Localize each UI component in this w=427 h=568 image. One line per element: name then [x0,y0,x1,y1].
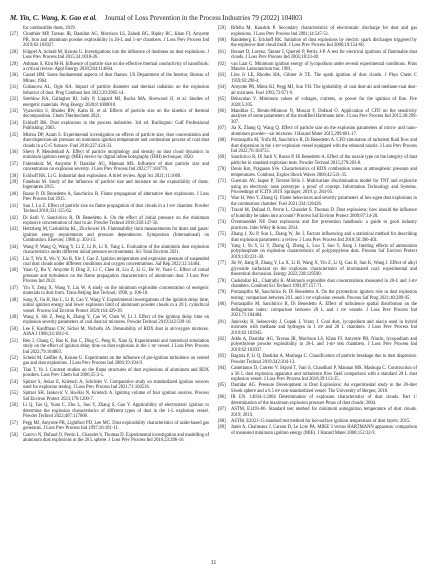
reference-number: [48] [10,297,18,303]
reference-number: [82] [218,336,226,342]
reference-item [10,286,209,297]
reference-text: Eckhoff RK, Li G. Industrial dust explosions. A brief review. Appl Sci 2021;11:1669. [23,173,182,179]
reference-text: Denis Km, Pragasen SVe. Characteristics of RDX combustion zones at atmospheric pressure and temperatures. Combust, Explos Shock Waves 2000;42:521-35. [231,167,417,178]
reference-text: Strehlow RA, Gallagher RJ, Jolly P, Lippard MI, Rocha MA, Sherwood JJ, et al. Studies of energetic materials. Prog Energy 2020;8:1000010. [23,97,209,108]
reference-number: [62] [218,61,226,67]
references-left-column [10,26,209,444]
reference-item [218,155,417,166]
reference-number: [86] [218,395,226,401]
reference-number: [88] [218,418,226,424]
reference-text: Song X, Jiu H, Bai L, Li B, Cao Y, Wang Y. Experimental investigations of the ignition delay time, initial ignition energy and lower explosion limit of aluminum powder clouds in a 20 L cylindrical vessel. Process Saf Environ Protect 2020;164:429-39. [23,297,209,314]
reference-item [218,126,417,137]
reference-text: Dastidar AG. Pressure Development in Dust Explosions: An experimental study in the 20-liter Siwek sphere and a 0.5 m³ non-standardized vessel. The University of Bergen; 2018. [231,383,417,394]
reference-text: Li Q, Tao Q, Yuan C, Zhu L, Sun Y, Zhang S, Gao Y. Applicability of electrostatic ignition to determine the explosion characteristics of different types of dust in the 1-L explosion vessel. Powder Technol 2022;407:117668. [23,403,209,420]
reference-item [218,196,417,207]
reference-number: [77] [218,261,226,267]
reference-item [218,109,417,126]
reference-number: [81] [218,319,226,325]
reference-text: Bonnet D, Lorenz, Tanner J, Querrel P, Petrix J-P. A test for electrical ignitions of flammable dust clouds. J Loss Prev Process Ind 2005;18:33-40. [231,49,417,61]
reference-text: ASTM, E1491-06. Standard test method for minimum autoignition temperature of dust clouds. 2019; 2019. [231,407,417,418]
reference-text: Yuan Q, Bu Y, Amyotte P, Ding Z, Li C, Chen H, Liu Z, Li G, He W, Yuan C. Effect of initial pressure and turbulence on the flame propagation characteristics of aluminum dust. J Loss Prev Process Ind 2022. [23,268,209,285]
reference-text: Amyotte PR, Mintz KJ, Pegg MJ, Sun YH. The ignitability of coal dust-air and methane-coal dust-air mixtures. Fuel 1993;72:671-9. [231,85,417,96]
reference-item [10,298,209,315]
reference-text: Jin W, Jiang B, Zhang Y, Lu X, Li B, Wang X, Yin Z, Li Q, Gao B, Sun K, Wang J. Effect of alkyl glycoside surfactant on the explosion characteristics of brominated coal: experimental and theoretical discussion. Energy 2022;238:129590. [231,261,417,278]
reference-number: [44] [10,244,18,250]
reference-number: [76] [218,243,226,249]
reference-text: Mandilas C, Benito-Miranon N, Muscat F, Dufaud O. Application of CFD on the sensitivity analyses of some parameters of the modified Hartmann tube. J Loss Prev Process Ind 2015;30:299-307. [231,108,417,125]
reference-text: van Laar G. Minimum ignition energy of lycopodium under several experimental conditions. Prins Maurits Laboratorium tno; 1981. [231,61,417,73]
reference-number: [57] [10,420,18,426]
reference-item [218,337,417,354]
reference-text: Wan H, Wen Y, Zhang Q. Flame behaviours and severity parameters of hex-ogen dust explosions in the combustion chamber. Fuel 2021;334:126426. [231,196,417,207]
reference-number: [55] [10,391,18,397]
reference-text: Addo A, Dastidar AG, Taveau JR, Morrison LS, Khan FI, Amyotte PR. Niacin, lycopodium and polyethylene powder explosibility in 20-L and 1-m³ test chambers. J Loss Prev Process Ind 2019;62:103937. [231,336,417,353]
reference-number: [70] [218,167,226,173]
references-right-column [218,26,417,444]
reference-item [10,268,209,285]
reference-text: Castellanos D, Carreto V, Skjold T, Vani S, Chaudhari P, Mannan MS, Mashuga C. Construction of a 36 L dust explosion apparatus and turbulence flow field comparison with a standard 20 L dust explosion vessel. J Loss Prev Process Ind 2016;39:113-25. [231,366,417,383]
reference-text: Guerrain AV, Jasper P, Torrent-Tello J. Multivariate discrimination model for TNT and explosive using an electronic nose prototype: a proof of concept. Information Technology and Systems. Proceedings of ICITS 2019. Springer; 2019. p. 284-95. [231,179,417,196]
reference-number: [38] [10,173,18,179]
reference-number: [37] [10,161,18,167]
reference-text: Liu T, Wu X, Wu Y, Xu B, Xie J, Gao Z. Ignition temperature and explosion pressure of suspended coal dust clouds under different conditions and oxygen concentrations. Saf Rep 2022;12:14464. [23,256,209,268]
reference-text: Bebavalan V. Minimum values of voltages, currents, or power for the ignition of fine. Fire 2020;5:205. [231,97,417,108]
reference-item [218,395,417,406]
reference-number: [28] [10,49,18,55]
reference-text: Wang P, Wang Q, Wang Y, Li Z, Li B, Li X, Yang L. Evaluation of the aluminum dust explosion characteristics under different initial pressure environments. Sci Total Environ 2021. [23,244,209,256]
reference-item [218,244,417,261]
reference-item [10,50,209,61]
reference-text: IR EN. 14034-1:2004 Determination of explosion characteristics of dust clouds. Part 1: determination of the maximum explosion pressure Pmax of dust clouds; 2004. [231,395,417,406]
reference-text: Ashman S, Kim M-H. Influence of particle size on the effective thermal conductivity of nanofluids: a critical review. Appl Energy 2020;264:114684. [23,61,209,73]
reference-number: [31] [10,85,18,91]
reference-item [10,227,209,244]
reference-item [10,391,209,402]
reference-item [218,419,417,425]
reference-item [218,290,417,301]
reference-number: [72] [218,196,226,202]
reference-number: [67] [218,126,226,132]
reference-number: [71] [218,179,226,185]
reference-text: Eckhoff RK. Dust explosions in the process industries. 3rd ed. Burlington: Gulf Professional Publishing; 2003. [23,120,209,132]
reference-item [10,204,209,215]
reference-item [10,257,209,268]
reference-text: Bagaria P, Li Q, Dastidar A, Mashuga C. Classification of particle breakage due to dust dispersion. Powder Technol 2019;342:204-13. [231,354,417,365]
reference-item [218,261,417,278]
reference-number: [73] [218,208,226,214]
reference-item [10,315,209,326]
reference-item [10,356,209,367]
reference-item [218,366,417,383]
reference-number: [29] [10,61,18,67]
reference-text: Spitzer SH, Janković V, Ha-Hai N, Krietsch A. Igniting volume of four ignition sources. Process Saf Environ Protect 2023;170:1200-7. [23,391,209,402]
reference-item [10,192,209,203]
reference-number: [52] [10,355,18,361]
reference-number: [40] [10,191,18,197]
reference-number: [39] [10,179,18,185]
reference-text: Portarapillo M, Trofa M, Sanchirico R, Di Benedetto A. CFD simulation of turbulent fluid flow and dust dispersion in the 1-m³ explosion vessel equipped with the rebound nozzle. J Loss Prev Process Ind 2022;76:104755. [231,138,417,155]
reference-item [10,421,209,432]
reference-number: [66] [218,108,226,114]
reference-item [10,109,209,120]
reference-text: Sun J, Lu Z. Effect of particle size on flame propagation of dust clouds in a 1-m³ chamber. Powder Technol 2018;331:155-62. [23,203,209,215]
reference-item [10,85,209,96]
reference-item [218,302,417,319]
reference-item [10,327,209,338]
reference-number: [59] [218,26,226,31]
reference-number: [78] [218,278,226,284]
reference-item [218,138,417,155]
reference-text: Line Jr LE, Rhodes HA, Gilmer Jr TE. The spark ignition of dust clouds. J Phys Chem C 1959;63:290-4. [231,73,417,84]
reference-text: Jia X, Zhang Q, Wang Q. Effect of particle size on the explosion parameters of micro- and nano-aluminum powder—air mixtures. J Hazard Mater 2015;299:601-17. [231,126,417,137]
reference-text: Gubanova AL, Ogle RA. Impact of particle diameter and thermal radiation on the explosion behavior of dust. Prog Combust Inst 2023;39:2905-14. [23,85,209,96]
reference-number: [84] [218,366,226,372]
reference-number: [64] [218,85,226,91]
reference-number: [68] [218,138,226,144]
reference-number: [32] [10,97,18,103]
reference-item [10,150,209,161]
reference-item [10,433,209,444]
reference-item [218,220,417,231]
reference-item [218,208,417,219]
reference-text: Rifella M, Kaushik P. Secondary characteristics of electrostatic discharge for dust and gas explosions. J Loss Prev Process Ind 2001;14:547-51. [231,26,417,37]
header-journal: Journal of Loss Prevention in the Process Industries 79 (2022) 104803 [104,14,303,22]
reference-item [218,62,417,73]
reference-number: [85] [218,383,226,389]
reference-text: Janovsky B, Selesovsky J, Cupak J, Vrany J. Coal dust, lycopodium and niacin used in hybrid mixtures with methane and hydrogen in 1 m³ and 20 L chambers. J Loss Prev Process Ind 2019;62:103945. [231,319,417,336]
reference-text: Lee F, Kauffman CW, Sichel M, Nicholls JA. Detonability of RDX dust in air/oxygen mixtures. AIAA J 1986;24:1811-6. [23,326,209,338]
reference-number: [33] [10,108,18,114]
reference-item [218,232,417,243]
reference-number: [58] [10,432,18,438]
reference-text: Sanchirico R, Di Sarli V, Russo P, Di Benedetto A. Effect of the nozzle type on the integrity of dust particles in standard explosion tests. Powder Technol 2015;279:203-8. [231,155,417,166]
reference-item [218,97,417,108]
reference-number: [63] [218,73,226,79]
references-columns [10,26,417,444]
reference-text: Vyazovkin S, Rhodes RW, Kahn H, et al. Effects of particle size on the kinetics of thermal decomposition. Chem Thermochem 2021. [23,108,209,120]
reference-text: Scheid M, Geißler A, Krause U. Experiments on the influence of pre-ignition turbulence on vented gas and dust explosions. J Loss Prev Process Ind 2006;19:194-9. [23,355,209,367]
reference-number: [41] [10,203,18,209]
reference-item [10,368,209,379]
reference-text: Klippel A, Scheid M, Krause U. Investigations into the influence of dustiness on dust explosions. J Loss Prev Process Ind 2015;34:1018-26. [23,49,209,61]
reference-text: Russo P, Di Benedetto A, Sanchirico R. Flame propagation of alternative dust explosions. J Loss Prev Process Ind 2015. [23,191,209,203]
reference-item [218,85,417,96]
reference-item [10,97,209,108]
reference-item [218,38,417,49]
reference-item [218,354,417,365]
reference-text: Janès A, Chaineaux J, Carson D, Le Lore PA. MIKE 3 versus HARTMANN apparatus: comparison of measured minimum ignition energy (MIE). J Hazard Mater 2008;152:32-9. [231,425,417,436]
reference-number: [56] [10,403,18,409]
reference-item [10,180,209,191]
reference-text: ASTM, E2021-15 standard test method for hot-surface ignition temperature of dust layers. 2015. [231,418,411,424]
reference-item [218,320,417,337]
reference-number: [74] [218,220,226,226]
reference-item [218,73,417,84]
page-number: 11 [210,560,217,566]
reference-item [218,167,417,178]
reference-text: Fanebust M. Study of the influence of particle size and moisture on the explosibility of dusts. Ingeniøren 2015. [23,179,209,191]
reference-number: [89] [218,425,226,431]
reference-number: [46] [10,268,18,274]
reference-text: for combustible dusts, 2019. [23,26,76,31]
reference-item [218,407,417,418]
reference-item [10,121,209,132]
reference-text: Övermoeddel NP. Dust explosions and fire prevention handbook: a guide to good industry practices. John Wiley & Sons; 2014. [231,220,417,231]
reference-item [218,50,417,61]
reference-number: [36] [10,149,18,155]
reference-number: [35] [10,132,18,138]
reference-text: Randeberg E, Eckhoff RK. Initiation of dust explosions by electric spark discharges triggered by the explosive dust cloud itself. J Loss Prev Process Ind 2006;19:154-60. [231,37,417,49]
running-header [10,10,417,26]
reference-number: [54] [10,379,18,385]
reference-item [10,245,209,256]
reference-number: [61] [218,49,226,55]
reference-item [10,174,209,180]
reference-item [218,179,417,196]
reference-text: Ren J, Chang C, Bao K, Bai C, Ding G, Peng K, Xiao Q. Experimental and numerical simulation study on the effect of ignition delay time on dust explosion in the 1 m³ vessel. J Loss Prev Process Ind 2022;79:104803. [23,338,209,355]
reference-text: Yang J, Yu Y, Li Y, Zhang Q, Zheng L, Luo T, Suo Y, Jiang J. Inerting effects of ammonium polyphosphate on explosion characteristics of polypropylene dust. Process Saf Environ Protect 2019;130:221-30. [231,243,417,260]
reference-number: [87] [218,407,226,413]
reference-text: Hertzberg M, Cashdollar KL, Zlochower IA. Flammability limit measurements for dusts and gases: ignition energy requirements and pressure dependences. Symposium (International) on Combustion. Elsevier; 1988. p. 303-13. [23,227,209,244]
reference-number: [42] [10,215,18,221]
reference-number: [51] [10,338,18,344]
header-authors: M. Yin, C. Wang, K. Gao et al. [10,14,97,22]
reference-item [218,279,417,290]
reference-number: [75] [218,232,226,237]
reference-item [10,73,209,84]
reference-text: Di Sarli V, Sanchirico R, Di Benedetto A. On the effect of initial pressure on the minimum explosive concentration of dust in air. Powder Technol 2018;338:147-56. [23,215,209,226]
reference-item [10,133,209,150]
reference-item [218,383,417,394]
reference-item [10,216,209,227]
reference-text: Cuervo N, Dufaud O, Perrin L, Chazelet S, Thomas D. Experimental investigation and modelling of aluminum dust explosions in the 20 L sphere. J Loss Prev Process Ind 2016;23:206-16. [23,432,209,443]
reference-number: [30] [10,73,18,79]
reference-number: [79] [218,290,226,296]
reference-item [10,62,209,73]
reference-number: [80] [218,302,226,308]
reference-text: Cashdollar KL, Chatrathi K. Minimum explosible dust concentrations measured in 20-L and 1-m³ chambers. Combust Sci Technol 1993;87:157-71. [231,278,417,290]
reference-text: Cassel HM. Some fundamental aspects of dust flames: US Department of the Interior, Bureau of Mines; 1964. [23,73,209,84]
reference-text: Spitzer S, Askar E, Krietsch A, Schröder V. Comparative study on standardized ignition sources used for explosion testing. J Loss Prev Process Ind 2021;71:104516. [23,379,209,391]
reference-text: Portarapillo M, Sanchirico R, Di Benedetto A. Effect of turbulence spatial distribution on the deflagration index: comparison between 20 L and 1 m³ vessels. J Loss Prev Process Ind 2021;71:104484. [231,302,417,319]
reference-text: Portarapillo M, Sanchirico R, Di Benedetto A. On the pyrotechnic ignitors role in dust explosion testing: comparison between 20 L and 1 m³ explosion vessels. Process Saf Prog 2021;40:289-95. [231,290,417,301]
reference-number: [53] [10,367,18,373]
reference-text: Clouthier MP, Taveau JR, Dastidar AG, Morrison LS, Zalosh RG, Ripley RC, Khan FI, Amyotte PR, Iron and aluminum powder explosibility in 20-L and 1-m³ chambers. J Loss Prev Process Ind 2019;62:103927. [23,32,209,49]
reference-item [10,380,209,391]
reference-number: [45] [10,256,18,262]
reference-number: [27] [10,32,18,38]
reference-text: Fahrenholz M, Amyotte P, Dastidar AG, Mannan MS. Influence of dust particle size and concentration on explosion severity. J Loss Prev Process Ind 2022;77:104776. [23,161,209,173]
reference-text: Tian T, Yu J. Contrast studies on the flame structures of dust explosions of aluminum and RDX powders. Loss Prev Chem Ind 2006;35:3-5. [23,367,209,379]
reference-number: [43] [10,227,18,233]
reference-item [10,32,209,49]
reference-text: Traoré M, Dufaud O, Perrin L, Chazelet S, Thomas D. Dust explosions: how should the influence of humidity be taken into account? Process Saf Environ Protect 2009;87:14-20. [231,208,417,219]
reference-number: [47] [10,285,18,291]
reference-number [10,26,23,32]
reference-item [10,339,209,356]
reference-text: Shevy P, Mendenhall A. Effect of particle morphology and density on dust cloud dynamics in minimum ignition energy (MIE) device by digital inline holography (DIH) technique; 2020. [23,149,209,161]
reference-number: [34] [10,120,18,126]
reference-number: [69] [218,155,226,161]
reference-number: [83] [218,354,226,360]
reference-text: Pegg MJ, Amyotte PR, Lightfoot PD, Lee MC. Dust explosibility characteristics of azide-based gas generants. J Loss Prev Process Ind 1997;10:101-11. [23,420,209,432]
reference-item [10,162,209,173]
reference-number: [50] [10,326,18,332]
reference-item [218,425,417,436]
reference-item [10,26,209,32]
reference-number: [49] [10,314,18,320]
reference-text: Yin Y, Zeng X, Wang Y, Liu W. A study on the minimum explosible concentration of energetic materials in dust form. Trans Beijing Inst Technol; 1998, p. 106-10. [23,285,209,297]
reference-number: [65] [218,97,226,103]
reference-item [10,403,209,420]
reference-text: Mishra DP, Azam S. Experimental investigation on effects of particle size, dust concentration and dust-dispersion-air pressure on minimum ignition temperature and combustion process of coal dust clouds in a G-G furnace. Fuel 2018;227:424-33. [23,132,209,149]
reference-text: Wang S, Shi Z, Peng K, Zhang Y, Cao W, Chen W, Li J. Effect of the ignition delay time on explosion severity parameters of coal dust/air mixtures. Powder Technol 2019;342:509-16. [23,314,209,326]
reference-text: Zhang J, Xu P, Sun L, Zhang W, Jin J. Factors influencing and a statistical method for describing dust explosion parameters: a review. J Loss Prev Process Ind 2018;56:386-401. [231,232,417,243]
reference-item [218,26,417,37]
reference-number: [60] [218,37,226,43]
